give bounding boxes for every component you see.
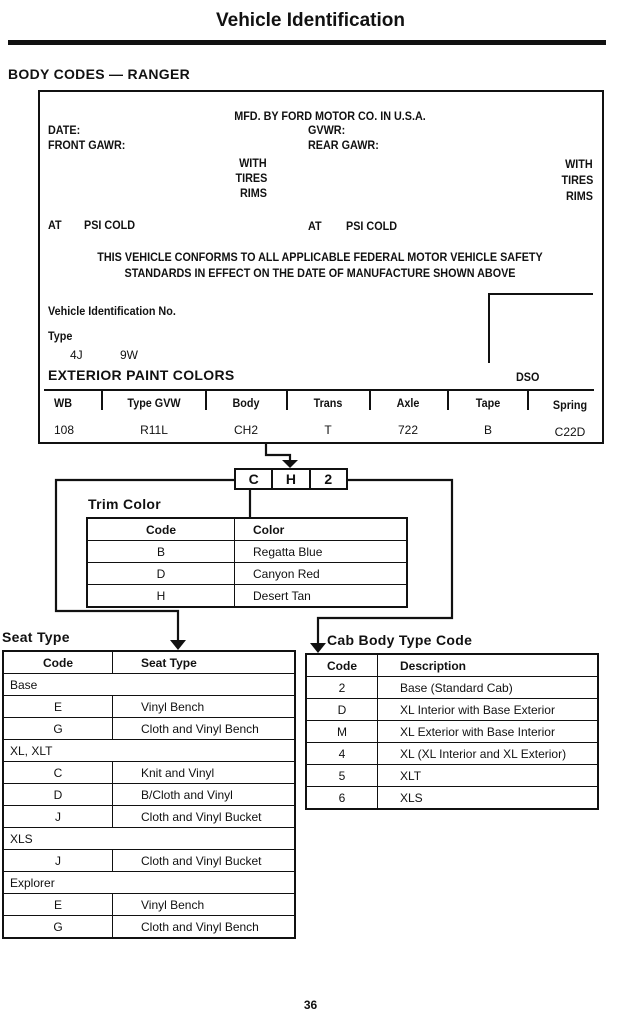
cab-code: 5 bbox=[306, 765, 378, 787]
seat-type-table bbox=[2, 650, 296, 939]
page-number: 36 bbox=[303, 998, 318, 1012]
seat-description: Cloth and Vinyl Bench bbox=[113, 718, 296, 740]
page-title: Vehicle Identification bbox=[216, 10, 405, 31]
rims-left: RIMS bbox=[240, 186, 267, 200]
arrow-head bbox=[310, 643, 326, 653]
trim-code: B bbox=[87, 541, 235, 563]
value-spring: C22D bbox=[554, 425, 586, 439]
table-row bbox=[306, 677, 598, 699]
type-label: Type bbox=[48, 329, 73, 343]
seat-description: Knit and Vinyl bbox=[113, 762, 296, 784]
table-row bbox=[3, 806, 295, 828]
trim-color: Desert Tan bbox=[235, 585, 408, 608]
cab-code: D bbox=[306, 699, 378, 721]
seat-code: G bbox=[3, 718, 113, 740]
seat-group-label: XLS bbox=[3, 828, 295, 850]
seat-group-label: XL, XLT bbox=[3, 740, 295, 762]
table-row bbox=[3, 696, 295, 718]
cab-body-title: Cab Body Type Code bbox=[327, 632, 473, 648]
column-header-body: Body bbox=[232, 396, 260, 410]
seat-group-row bbox=[3, 872, 295, 894]
seat-header-type: Seat Type bbox=[113, 651, 296, 674]
seat-description: Vinyl Bench bbox=[113, 894, 296, 916]
table-row bbox=[306, 721, 598, 743]
seat-description: B/Cloth and Vinyl bbox=[113, 784, 296, 806]
conform-line-1: THIS VEHICLE CONFORMS TO ALL APPLICABLE FEDERAL MOTOR VEHICLE SAFETY bbox=[97, 250, 543, 264]
trim-header-color: Color bbox=[235, 518, 408, 541]
at-right: AT bbox=[308, 219, 322, 233]
rims-right: RIMS bbox=[566, 189, 593, 203]
cab-description: XL Interior with Base Exterior bbox=[378, 699, 599, 721]
seat-description: Cloth and Vinyl Bucket bbox=[113, 850, 296, 872]
table-row bbox=[306, 699, 598, 721]
table-row bbox=[3, 894, 295, 916]
value-type-gvw: R11L bbox=[140, 423, 168, 437]
trim-color-title: Trim Color bbox=[88, 496, 162, 512]
cab-header-code: Code bbox=[306, 654, 378, 677]
section-title: BODY CODES — RANGER bbox=[8, 66, 191, 82]
table-row bbox=[3, 784, 295, 806]
seat-code: E bbox=[3, 696, 113, 718]
body-code-letter-3: 2 bbox=[324, 471, 333, 487]
vin-label: Vehicle Identification No. bbox=[48, 304, 176, 318]
body-code-letter-1: C bbox=[236, 470, 273, 488]
value-body: CH2 bbox=[233, 423, 258, 437]
cab-description: XLT bbox=[378, 765, 599, 787]
table-row bbox=[3, 762, 295, 784]
at-left: AT bbox=[48, 218, 62, 232]
tires-right: TIRES bbox=[561, 173, 593, 187]
seat-code: D bbox=[3, 784, 113, 806]
table-row bbox=[3, 916, 295, 939]
date-label: DATE: bbox=[48, 123, 81, 137]
table-row bbox=[306, 743, 598, 765]
seat-code: C bbox=[3, 762, 113, 784]
seat-code: J bbox=[3, 806, 113, 828]
seat-description: Cloth and Vinyl Bench bbox=[113, 916, 296, 939]
trim-color: Regatta Blue bbox=[235, 541, 408, 563]
body-code-breakout bbox=[234, 468, 348, 490]
trim-color: Canyon Red bbox=[235, 563, 408, 585]
seat-header-code: Code bbox=[3, 651, 113, 674]
table-row bbox=[3, 718, 295, 740]
table-row bbox=[87, 563, 407, 585]
table-row bbox=[3, 850, 295, 872]
column-header-wb: WB bbox=[54, 396, 72, 410]
cab-code: M bbox=[306, 721, 378, 743]
mfd-line: MFD. BY FORD MOTOR CO. IN U.S.A. bbox=[234, 109, 426, 123]
seat-description: Vinyl Bench bbox=[113, 696, 296, 718]
cab-code: 6 bbox=[306, 787, 378, 810]
column-header-type-gvw: Type GVW bbox=[127, 396, 181, 410]
cab-description: XL Exterior with Base Interior bbox=[378, 721, 599, 743]
cab-body-table bbox=[305, 653, 599, 810]
seat-type-title: Seat Type bbox=[2, 629, 70, 645]
arrow-head bbox=[170, 640, 186, 650]
body-code-letter-2: H bbox=[273, 470, 310, 488]
cab-description: Base (Standard Cab) bbox=[378, 677, 599, 699]
exterior-paint-label: EXTERIOR PAINT COLORS bbox=[48, 367, 235, 383]
with-right: WITH bbox=[565, 157, 593, 171]
trim-color-table bbox=[86, 517, 408, 608]
seat-group-label: Explorer bbox=[3, 872, 295, 894]
cab-code: 4 bbox=[306, 743, 378, 765]
value-axle: 722 bbox=[397, 423, 419, 437]
column-header-trans: Trans bbox=[313, 396, 343, 410]
seat-group-label: Base bbox=[3, 674, 295, 696]
seat-description: Cloth and Vinyl Bucket bbox=[113, 806, 296, 828]
seat-code: G bbox=[3, 916, 113, 939]
rear-gawr-label: REAR GAWR: bbox=[308, 138, 379, 152]
trim-code: H bbox=[87, 585, 235, 608]
trim-header-code: Code bbox=[87, 518, 235, 541]
column-header-tape: Tape bbox=[475, 396, 501, 410]
seat-code: E bbox=[3, 894, 113, 916]
body-to-code-line bbox=[266, 442, 290, 462]
conform-line-2: STANDARDS IN EFFECT ON THE DATE OF MANUFACTURE SHOWN ABOVE bbox=[124, 266, 516, 280]
front-gawr-label: FRONT GAWR: bbox=[48, 138, 126, 152]
seat-group-row bbox=[3, 828, 295, 850]
table-row bbox=[306, 787, 598, 810]
trim-code: D bbox=[87, 563, 235, 585]
value-trans: T bbox=[324, 423, 332, 437]
type-value-1: 4J bbox=[70, 348, 83, 362]
table-row bbox=[87, 541, 407, 563]
cab-code: 2 bbox=[306, 677, 378, 699]
psi-left: PSI COLD bbox=[84, 218, 136, 232]
seat-code: J bbox=[3, 850, 113, 872]
cab-header-description: Description bbox=[378, 654, 599, 677]
arrow-head bbox=[282, 460, 298, 468]
with-left: WITH bbox=[239, 156, 267, 170]
type-value-2: 9W bbox=[120, 348, 138, 362]
gvwr-label: GVWR: bbox=[308, 123, 346, 137]
tires-left: TIRES bbox=[235, 171, 267, 185]
cab-description: XLS bbox=[378, 787, 599, 810]
cab-description: XL (XL Interior and XL Exterior) bbox=[378, 743, 599, 765]
seat-group-row bbox=[3, 740, 295, 762]
column-header-axle: Axle bbox=[396, 396, 420, 410]
value-tape: B bbox=[483, 423, 492, 437]
dso-label: DSO bbox=[516, 370, 540, 384]
value-wb: 108 bbox=[54, 423, 75, 437]
column-header-spring: Spring bbox=[552, 398, 588, 412]
seat-group-row bbox=[3, 674, 295, 696]
table-row bbox=[87, 585, 407, 608]
psi-right: PSI COLD bbox=[346, 219, 398, 233]
table-row bbox=[306, 765, 598, 787]
